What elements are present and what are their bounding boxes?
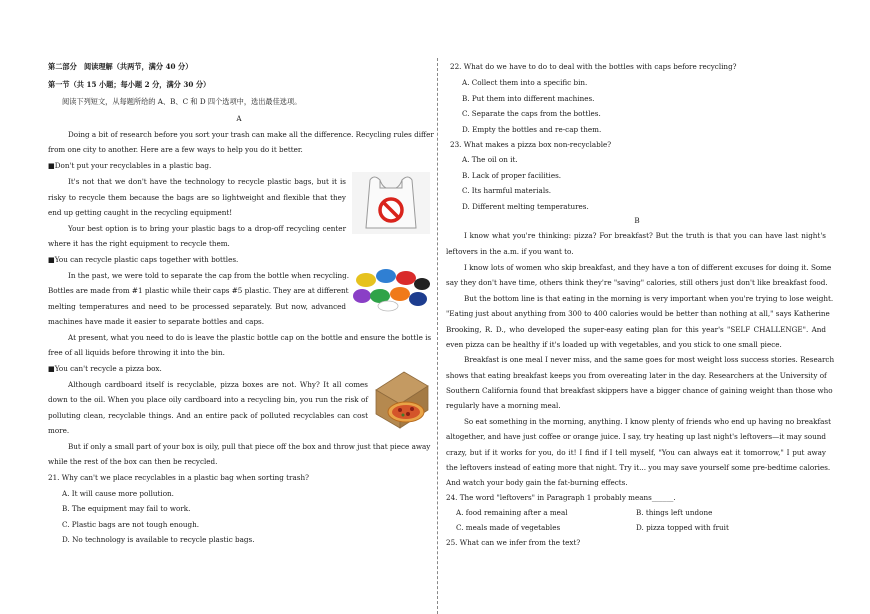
passage-b-line: Brooking, R. D., who developed the super-easy eating plan for this year's "SELF CHALLENGE". And [446, 325, 826, 334]
passage-a-line: Doing a bit of research before you sort your trash can make all the difference. Recycling rules differ [68, 130, 434, 139]
passage-a-line: At present, what you need to do is leave the plastic bottle cap on the bottle and ensure the bottle is [68, 333, 432, 342]
passage-b-title: B [634, 216, 640, 225]
passage-b-line: crazy, but if it works for you, do it! I find if I tell myself, "You can always eat it tomorrow," I put away [446, 448, 826, 457]
question-25-stem: 25. What can we infer from the text? [446, 538, 581, 547]
question-22-stem: 22. What do we have to do to deal with the bottles with caps before recycling? [450, 62, 737, 71]
passage-b-line: "Eating just about anything from 300 to 400 calories would be better than nothing at all," says Katherine [446, 309, 830, 318]
question-22-option: D. Empty the bottles and re-cap them. [462, 125, 602, 134]
question-21-option: C. Plastic bags are not tough enough. [62, 520, 199, 529]
question-22-option: A. Collect them into a specific bin. [462, 78, 588, 87]
bullet-heading: ■Don't put your recyclables in a plastic bag. [48, 161, 212, 170]
question-21-stem: 21. Why can't we place recyclables in a plastic bag when sorting trash? [48, 473, 309, 482]
question-22-option: C. Separate the caps from the bottles. [462, 109, 601, 118]
passage-a-line: from one city to another. Here are a few ways to help you do it better. [48, 145, 303, 154]
question-21-option: A. It will cause more pollution. [62, 489, 174, 498]
bullet-heading: ■You can't recycle a pizza box. [48, 364, 162, 373]
no-plastic-bag-icon [352, 172, 430, 234]
passage-a-line: down to the oil. When you place oily cardboard into a recycling bin, you run the risk of [48, 395, 368, 404]
question-24-option: D. pizza topped with fruit [636, 523, 729, 532]
passage-b-line: regularly have a morning meal. [446, 401, 561, 410]
passage-b-line: I know what you're thinking: pizza? For breakfast? But the truth is that you can have last night's [464, 231, 826, 240]
left-column [48, 0, 434, 614]
question-22-option: B. Put them into different machines. [462, 94, 595, 103]
question-24-option: A. food remaining after a meal [456, 508, 568, 517]
question-24-stem: 24. The word "leftovers" in Paragraph 1 probably means______. [446, 493, 676, 502]
question-23-option: D. Different melting temperatures. [462, 202, 589, 211]
passage-b-line: shows that eating breakfast keeps you from overeating later in the day. Researchers at the University of [446, 371, 827, 380]
passage-a-line: But if only a small part of your box is oily, pull that piece off the box and throw just that piece away [68, 442, 431, 451]
passage-a-line: risky to recycle them because the bags are so lightweight and flexible that they [48, 193, 346, 202]
question-21-option: B. The equipment may fail to work. [62, 504, 191, 513]
passage-a-line: while the rest of the box can then be recycled. [48, 457, 218, 466]
passage-a-line: end up getting caught in the recycling equipment! [48, 208, 233, 217]
passage-b-line: I know lots of women who skip breakfast, and they have a ton of different excuses for doing it. Some [464, 263, 832, 272]
pizza-box-icon [370, 368, 430, 430]
part-heading: 第二部分 阅读理解（共两节，满分 40 分） [48, 62, 193, 71]
passage-b-line: And watch your body gain the fat-burning effects. [446, 478, 628, 487]
bottle-caps-icon [352, 266, 430, 312]
passage-a-line: more. [48, 426, 70, 435]
passage-a-line: where it has the right equipment to recycle them. [48, 239, 230, 248]
question-21-option: D. No technology is available to recycle plastic bags. [62, 535, 255, 544]
bullet-heading: ■You can recycle plastic caps together with bottles. [48, 255, 239, 264]
passage-a-line: Although cardboard itself is recyclable, pizza boxes are not. Why? It all comes [68, 380, 368, 389]
passage-a-title: A [236, 114, 242, 123]
section-heading: 第一节（共 15 小题；每小题 2 分，满分 30 分） [48, 80, 211, 89]
passage-b-line: say they don't have time, others think they're "saving" calories, still others just don't like breakfast food. [446, 278, 828, 287]
passage-a-line: Your best option is to bring your plastic bags to a drop-off recycling center [68, 224, 346, 233]
right-column [446, 0, 835, 614]
passage-b-line: Breakfast is one meal I never miss, and the same goes for most weight loss success stories. Research [464, 355, 835, 364]
instruction: 阅读下列短文，从每题所给的 A、B、C 和 D 四个选项中，选出最佳选项。 [62, 97, 302, 106]
passage-a-line: melting temperatures and need to be processed separately. But now, advanced [48, 302, 346, 311]
passage-a-line: polluting clean, recyclable things. And an entire pack of polluted recyclables can cost [48, 411, 368, 420]
passage-a-line: It's not that we don't have the technology to recycle plastic bags, but it is [68, 177, 346, 186]
passage-b-line: But the bottom line is that eating in the morning is very important when you're trying to lose weight. [464, 294, 834, 303]
question-23-option: C. Its harmful materials. [462, 186, 552, 195]
passage-b-line: the leftovers instead of eating more that night. Try it... you may save yourself some pre-bedtime calories. [446, 463, 831, 472]
passage-b-line: even pizza can be healthy if it's loaded up with vegetables, and you stick to one small piece. [446, 340, 782, 349]
column-divider [437, 58, 438, 614]
passage-a-line: free of all liquids before throwing it into the bin. [48, 348, 225, 357]
passage-a-line: Bottles are made from #1 plastic while their caps #5 plastic. They are at different [48, 286, 349, 295]
passage-a-line: In the past, we were told to separate the cap from the bottle when recycling. [68, 271, 350, 280]
question-24-option: C. meals made of vegetables [456, 523, 561, 532]
passage-b-line: So eat something in the morning, anything. I know plenty of friends who end up having no breakfast [464, 417, 831, 426]
passage-a-line: machines have made it easier to separate bottles and caps. [48, 317, 265, 326]
question-23-option: A. The oil on it. [462, 155, 518, 164]
passage-b-line: altogether, and have just coffee or orange juice. I say, try heating up last night's leftovers—it may sound [446, 432, 826, 441]
question-23-stem: 23. What makes a pizza box non-recyclable? [450, 140, 612, 149]
question-23-option: B. Lack of proper facilities. [462, 171, 562, 180]
passage-b-line: leftovers in the a.m. if you want to. [446, 247, 574, 256]
question-24-option: B. things left undone [636, 508, 713, 517]
passage-b-line: Southern California found that breakfast skippers have a bigger chance of gaining weight than those who [446, 386, 833, 395]
